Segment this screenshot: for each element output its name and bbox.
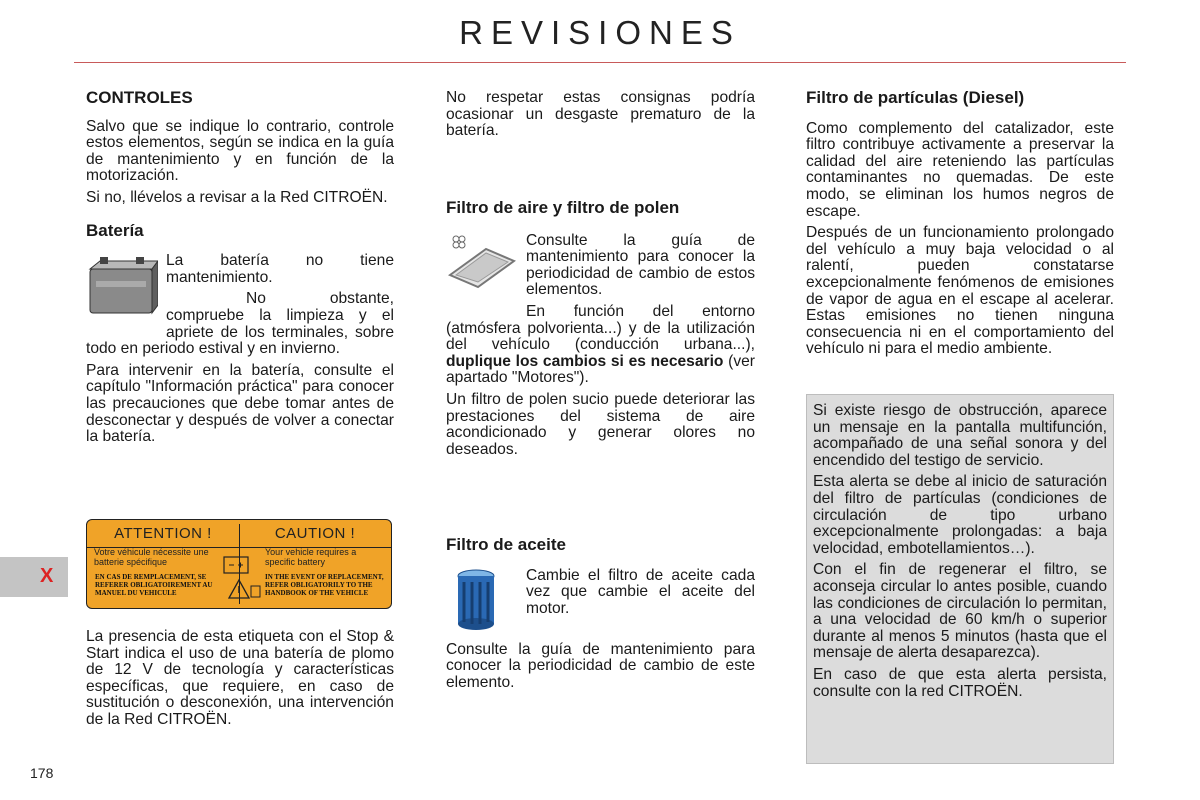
battery-warning-icon [215,554,261,602]
controles-heading: CONTROLES [86,88,193,107]
particulas-paragraph-1: Como complemento del catalizador, este filtro contribuye activamente a preservar la calidad del aire reteniendo las partículas contaminantes no quemadas. De este modo, se eliminan los humos negros de escape. [806,119,1114,220]
battery-warning-label [86,519,392,609]
label-title-en: CAUTION ! [274,525,356,542]
air-filter-illustration [446,231,526,295]
section-tab-letter: X [40,565,54,587]
battery-illustration [86,253,166,333]
column-filtros [446,90,755,145]
alert-paragraph-1: Si existe riesgo de obstrucción, aparece un mensaje en la pantalla multifunción, acompañado de una señal sonora y del encendido del testigo de servicio. [813,402,1107,469]
oil-filter-illustration [446,568,526,632]
label-title-fr: ATTENTION ! [114,525,212,542]
alert-paragraph-4: En caso de que esta alerta persista, consulte con la red CITROËN. [813,665,1107,700]
bateria-heading: Batería [86,220,144,240]
bateria-paragraph-1: La batería no tiene mantenimiento. [166,252,394,286]
stopstart-block [86,629,394,734]
controles-paragraph-2: Si no, llévelos a revisar a la Red CITROËN. [86,188,388,206]
label-subtitle-en: Your vehicle requires a specific battery [265,547,357,567]
intro-paragraph: No respetar estas consignas podría ocasionar un desgaste prematuro de la batería. [446,89,755,140]
air-filter-icon [446,231,516,291]
particulas-paragraph-2: Después de un funcionamiento prolongado del vehículo a muy baja velocidad o al ralentí, pueden constatarse excepcionalmente fenómenos de emisiones de vapor de agua en el escape al acelerar. Estas emisiones no tienen ninguna consecuencia ni en el comportamiento del vehículo ni para el medio ambiente. [806,224,1114,358]
page-number: 178 [30,765,54,781]
filtro-aire-paragraph-3: Un filtro de polen sucio puede deteriorar las prestaciones del sistema de aire acondicionado y generar olores no deseados. [446,390,755,458]
alert-box [806,394,1114,764]
filtro-aire-section [446,200,755,463]
filtro-aceite-paragraph-1: Cambie el filtro de aceite cada vez que cambie el aceite del motor. [526,566,755,617]
filtro-aceite-paragraph-2: Consulte la guía de mantenimiento para conocer la periodicidad de cambio de este elemento. [446,640,755,691]
battery-icon [86,253,158,319]
bateria-paragraph-3: Para intervenir en la batería, consulte el capítulo "Información práctica" para conocer las precauciones que debe tomar antes de desconectar y después de volver a conectar la batería. [86,361,394,446]
filtro-aceite-section [446,537,755,696]
page-title: REVISIONES [459,14,741,51]
filtro-aire-paragraph-1: Consulte la guía de mantenimiento para conocer la periodicidad de cambio de estos elementos. [526,231,755,299]
alert-paragraph-3: Con el fin de regenerar el filtro, se aconseja circular lo antes posible, cuando las condiciones de circulación lo permitan, a una velocidad de 60 km/h o superior durante al menos 5 minutos (hasta que el mensaje de alerta desaparezca). [813,561,1107,662]
controles-paragraph-1: Salvo que se indique lo contrario, controle estos elementos, según se indica en la guía de mantenimiento y en función de la motorización. [86,117,394,185]
label-subtitle-fr: Votre véhicule nécessite une batterie spécifique [94,547,209,567]
header-rule [74,62,1126,63]
alert-paragraph-2: Esta alerta se debe al inicio de saturación del filtro de partículas (condiciones de circulación de tipo urbano excepcionalmente prolongadas: a baja velocidad, embotellamientos…). [813,473,1107,557]
label-notice-fr: EN CAS DE REMPLACEMENT, SE REFERER OBLIGATOIREMENT AU MANUEL DU VEHICULE [95,573,213,597]
label-notice-en: IN THE EVENT OF REPLACEMENT, REFER OBLIGATORILY TO THE HANDBOOK OF THE VEHICLE [265,573,384,597]
oil-filter-icon [446,568,506,632]
filtro-aire-paragraph-2: En función del entorno (atmósfera polvorienta...) y de la utilización del vehículo (conducción urbana...), duplique los cambios si es necesario (ver apartado "Motores"). [446,302,755,387]
column-particulas [806,90,1114,363]
particulas-heading: Filtro de partículas (Diesel) [806,88,1025,107]
bateria-paragraph-2: No obstante, compruebe la limpieza y el apriete de los terminales, sobre todo en periodo estival y en invierno. [86,290,394,358]
stopstart-paragraph: La presencia de esta etiqueta con el Stop & Start indica el uso de una batería de plomo de 12 V de tecnología y características específicas, que requiere, en caso de sustitución o desconexión, una intervención de la Red CITROËN. [86,628,394,728]
section-tab[interactable] [0,557,68,597]
column-controles [86,90,394,451]
filtro-aceite-heading: Filtro de aceite [446,535,566,554]
filtro-aire-heading: Filtro de aire y filtro de polen [446,198,680,217]
